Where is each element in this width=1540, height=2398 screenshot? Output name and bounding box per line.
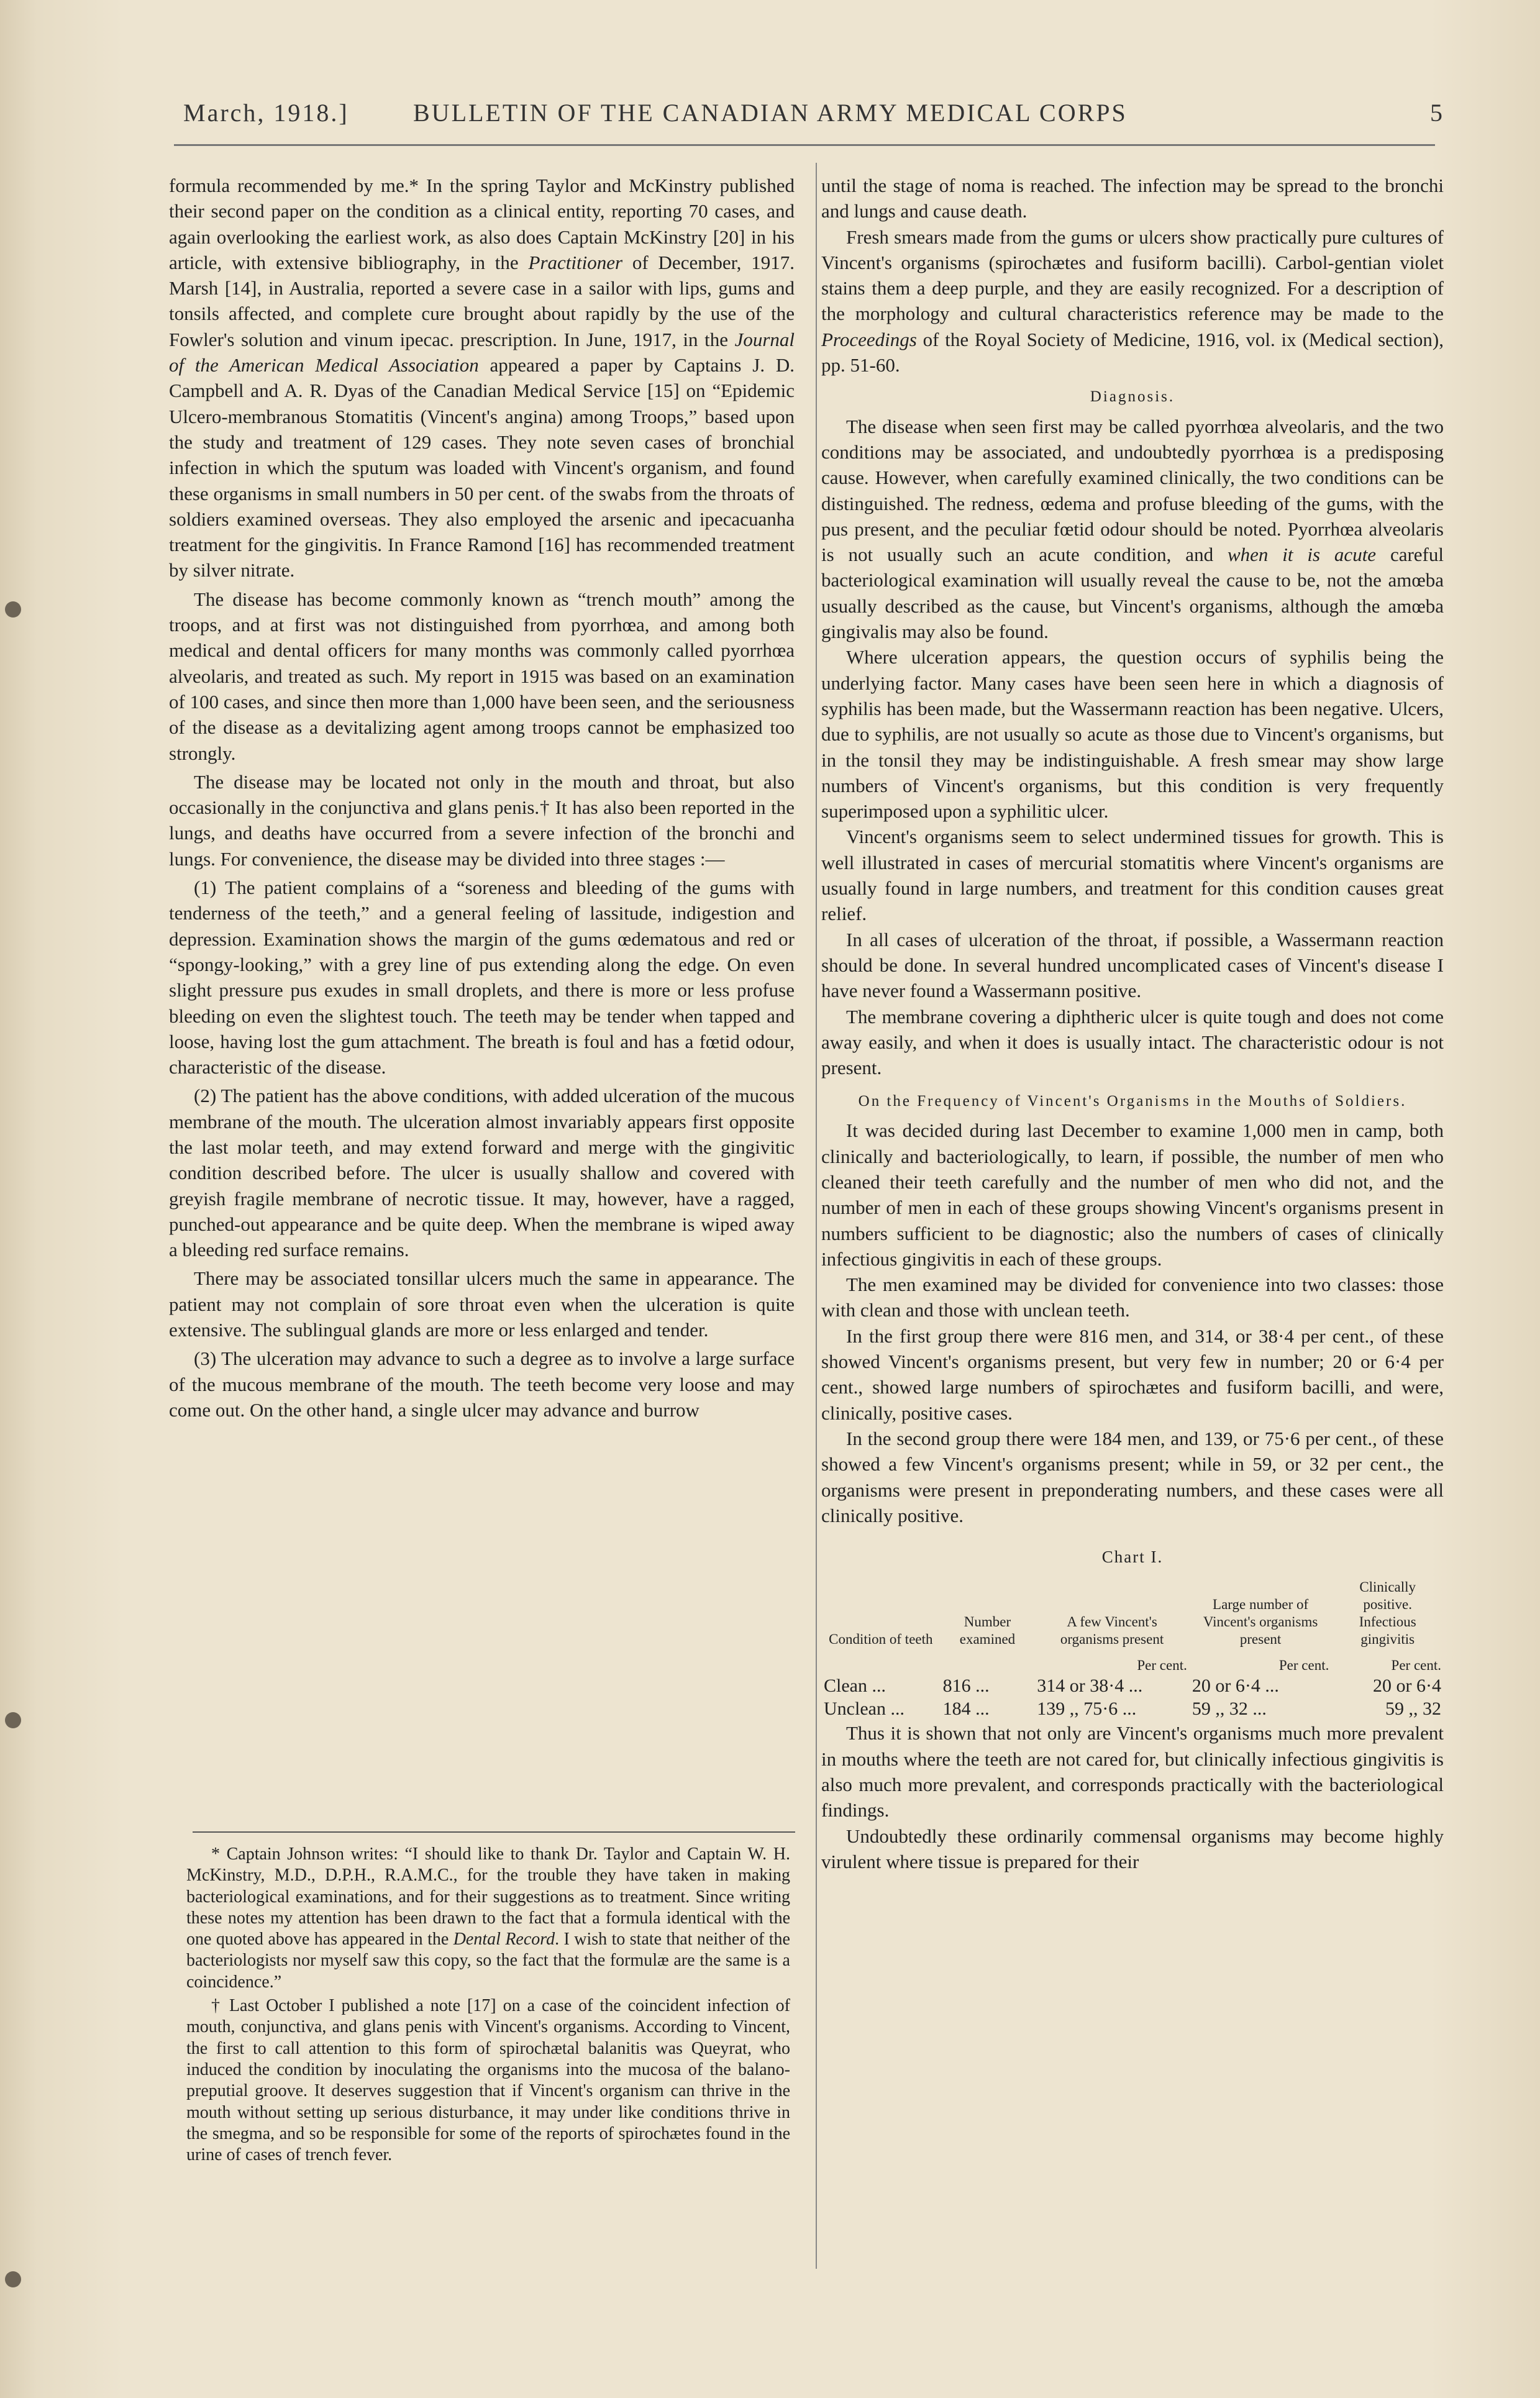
column-header: Clinically positive. Infectious gingivitis [1359,1579,1416,1648]
right-column [821,173,1444,1874]
text-run: * Captain Johnson writes: “I should like to thank Dr. Taylor and Captain W. H. McKinstry, M.D., D.P.H., R.A.M.C., for the trouble they have taken in making bacteriological examinations, and for their suggestions as to treatment. Since writing these notes my attention has been drawn to the fact that a formula identical with the one quoted above has appeared in the [186,1844,790,1949]
paragraph: Thus it is shown that not only are Vincent's organisms much more prevalent in mouths where the teeth are not cared for, but clinically infectious gingivitis is also much more prevalent, and corresponds practically with the bacteriological findings. [821,1722,1444,1821]
table-cell [1034,1697,1190,1720]
table-cell [1190,1674,1332,1697]
left-column [169,173,795,1423]
paragraph: There may be associated tonsillar ulcers much the same in appearance. The patient may not complain of sore throat even when the ulceration is quite extensive. The sublingual glands are more or less enlarged and tender. [169,1267,795,1341]
binding-hole [5,1712,21,1728]
table-cell [821,1674,941,1697]
paragraph: It was decided during last December to examine 1,000 men in camp, both clinically and bacteriologically, to learn, if possible, the number of men who cleaned their teeth carefully and the number of men who did not, and the number of men in each of these groups showing Vincent's organisms present in numbers sufficient to be diagnostic; also the numbers of cases of clinically infectious gingivitis in each of these groups. [821,1119,1444,1270]
issue-date: March, 1918.] [183,99,349,127]
column-header: Number examined [959,1614,1016,1648]
table-row [821,1674,1444,1697]
paragraph: In the first group there were 816 men, and 314, or 38·4 per cent., of these showed Vincent's organisms present, but very few in number; 20 or 6·4 per cent., showed large numbers of spirochætes and fusiform bacilli, and were, clinically, positive cases. [821,1324,1444,1424]
binding-hole [5,601,21,618]
leader-dots: ... [1265,1675,1279,1697]
unit-label: Per cent. [1391,1657,1441,1674]
binding-hole [5,2271,21,2287]
table-cell [1331,1674,1444,1697]
paragraph [169,173,795,583]
text-run: formula recommended by me.* In the spring Taylor and McKinstry published their second paper on the condition as a clinical entity, reporting 70 cases, and again overlooking the earliest work, as also does Captain McKinstry [20] in his article, with extensive bibliography, in the [169,175,795,273]
unit-label: Per cent. [1278,1657,1329,1674]
section-heading-frequency: On the Frequency of Vincent's Organisms in the Mouths of Soldiers. [858,1093,1407,1110]
text-run: appeared a paper by Captains J. D. Campbell and A. R. Dyas of the Canadian Medical Service [15] on “Epidemic Ulcero-membranous Stomatitis (Vincent's angina) among Troops,” based upon the study and treatment of 129 cases. They note seven cases of bronchial infection in which the sputum was loaded with Vincent's organism, and found these organisms in small numbers in 50 per cent. of the swabs from the throats of soldiers examined overseas. They also employed the arsenic and ipecacuanha treatment for the gingivitis. In France Ramond [16] has recommended treatment by silver nitrate. [169,354,795,581]
table-row [821,1697,1444,1720]
leader-dots: ... [1128,1675,1143,1697]
text-run: The disease when seen first may be called pyorrhœa alveolaris, and the two conditions may be associated, and undoubtedly pyorrhœa is a predisposing cause. However, when carefully examined clinically, the two conditions can be distinguished. The redness, œdema and profuse bleeding of the gums, with the pus present, and the peculiar fœtid odour should be noted. Pyorrhœa alveolaris is not usually such an acute condition, and [821,415,1444,566]
leader-dots: ... [1122,1698,1137,1720]
text-run: careful bacteriological examination will usually reveal the cause to be, not the amœba usually described as the cause, but Vincent's organisms, although the amœba gingivalis may also be found. [821,544,1444,643]
cell-text: 59 ,, [1385,1698,1418,1720]
paragraph: Undoubtedly these ordinarily commensal organisms may become highly virulent where tissue is prepared for their [821,1825,1444,1872]
footnotes [186,1844,790,2166]
page-number: 5 [1430,99,1444,127]
footnote-asterisk [186,1844,790,1993]
cell-text: Unclean [824,1698,886,1720]
paragraph-stage-1: (1) The patient complains of a “soreness and bleeding of the gums with tenderness of the teeth,” and a general feeling of lassitude, indigestion and depression. Examination shows the margin of the gums œdematous and red or “spongy-looking,” with a grey line of pus extending along the edge. On even slight pressure pus exudes in small droplets, and there is more or less profuse bleeding on even the slightest touch. The teeth may be tender when tapped and loose, having lost the gum attachment. The breath is foul and has a fœtid odour, characteristic of the disease. [169,877,795,1078]
cell-text: 6·4 [1416,1675,1441,1697]
table-cell [941,1697,1035,1720]
leader-dots: ... [872,1675,886,1697]
table-cell [1034,1674,1190,1697]
table-cell [821,1697,941,1720]
emphasis: when it is acute [1227,544,1377,566]
paragraph: The men examined may be divided for convenience into two classes: those with clean and those with unclean teeth. [821,1274,1444,1321]
paragraph: until the stage of noma is reached. The infection may be spread to the bronchi and lungs and cause death. [821,175,1444,222]
cell-text: 184 [942,1698,971,1720]
cell-text: Clean [824,1675,867,1697]
column-header: A few Vincent's organisms present [1060,1614,1164,1648]
text-run: . I wish to state that neither of the bacteriologists nor myself saw this copy, so the fact that the formulæ are the same is a coincidence.” [186,1930,790,1992]
column-rule [816,163,817,2269]
section-heading-diagnosis: Diagnosis. [1090,388,1175,406]
cell-text: 59 ,, [1191,1698,1225,1720]
paragraph: Where ulceration appears, the question occurs of syphilis being the underlying factor. Many cases have been seen here in which a diagnosis of syphilis has been made, but the Wassermann reaction has been negative. Ulcers, due to syphilis, are not usually so acute as those due to Vincent's organisms, but in the tonsil they may be indistinguishable. A fresh smear may show large numbers of Vincent's organisms, but this condition is very frequently superimposed upon a syphilitic ulcer. [821,646,1444,823]
paragraph: The disease may be located not only in the mouth and throat, but also occasionally in the conjunctiva and glans penis.† It has also been reported in the lungs, and deaths have occurred from a severe infection of the bronchi and lungs. For convenience, the disease may be divided into three stages :— [169,770,795,870]
cell-text: 32 [1229,1698,1248,1720]
journal-name: Practitioner [528,251,623,273]
footnote-rule [193,1831,795,1833]
header-rule [174,144,1435,146]
footnote-dagger: † Last October I published a note [17] on a case of the coincident infection of mouth, conjunctiva, and glans penis with Vincent's organisms. According to Vincent, the first to call attention to this form of spirochætal balanitis was Queyrat, who induced the condition by inoculating the organisms into the mucosa of the balano-preputial groove. It deserves suggestion that if Vincent's organism can thrive in the mouth without setting up serious disturbance, it may under like conditions thrive in the smegma, and so be responsible for some of the reports of spirochætes found in the urine of cases of trench fever. [186,1996,790,2165]
cell-text: 20 or [1191,1675,1231,1697]
cell-text: 20 or [1373,1675,1412,1697]
column-header: Condition of teeth [829,1631,933,1648]
cell-text: 6·4 [1235,1675,1260,1697]
column-header: Large number of Vincent's organisms present [1203,1597,1318,1648]
paragraph: Vincent's organisms seem to select undermined tissues for growth. This is well illustrated in cases of mercurial stomatitis where Vincent's organisms are usually found in large numbers, and treatment for this condition causes great relief. [821,826,1444,925]
leader-dots: ... [975,1675,990,1697]
paragraph: The disease has become commonly known as “trench mouth” among the troops, and at first was not distinguished from pyorrhœa, and among both medical and dental officers for many months was commonly called pyorrhœa alveolaris, and treated as such. My report in 1915 was based on an examination of 100 cases, and since then more than 1,000 have been seen, and the seriousness of the disease as a devitalizing agent among troops cannot be emphasized too strongly. [169,588,795,764]
journal-title: BULLETIN OF THE CANADIAN ARMY MEDICAL CORPS [413,99,1128,127]
cell-text: 816 [942,1675,971,1697]
chart-title: Chart I. [1101,1548,1164,1567]
paragraph: In all cases of ulceration of the throat, if possible, a Wassermann reaction should be done. In several hundred uncomplicated cases of Vincent's disease I have never found a Wassermann positive. [821,928,1444,1002]
paragraph-stage-3: (3) The ulceration may advance to such a degree as to involve a large surface of the mucous membrane of the mouth. The teeth become very loose and may come out. On the other hand, a single ulcer may advance and burrow [169,1347,795,1421]
journal-name: Dental Record [453,1930,555,1949]
units-row [821,1656,1444,1674]
paragraph [821,224,1444,378]
table-cell [1331,1697,1444,1720]
table-header-row [821,1579,1444,1656]
unit-label [941,1656,1035,1674]
cell-text: 139 ,, 75·6 [1037,1698,1118,1720]
leader-dots: ... [975,1698,990,1720]
journal-name: Proceedings [821,328,917,350]
chart-table [821,1579,1444,1720]
unit-label: Per cent. [1137,1657,1187,1674]
cell-text: 314 or 38·4 [1037,1675,1124,1697]
table-cell [1190,1697,1332,1720]
paragraph: In the second group there were 184 men, and 139, or 75·6 per cent., of these showed a few Vincent's organisms present; while in 59, or 32 per cent., the organisms were present in preponderating numbers, and these cases were all clinically positive. [821,1427,1444,1526]
paragraph-stage-2: (2) The patient has the above conditions, with added ulceration of the mucous membrane of the mouth. The ulceration almost invariably appears first opposite the last molar teeth, and may extend forward and merge with the gingivitic condition described before. The ulcer is usually shallow and covered with greyish fragile membrane of necrotic tissue. It may, however, have a ragged, punched-out appearance and be quite deep. When the membrane is wiped away a bleeding red surface remains. [169,1085,795,1261]
text-run: of December, 1917. Marsh [14], in Australia, reported a severe case in a sailor with lips, gums and tonsils affected, and complete cure brought about rapidly by the use of the Fowler's solution and vinum ipecac. prescription. In June, 1917, in the [169,251,795,350]
cell-text: 32 [1423,1698,1441,1720]
paragraph: The membrane covering a diphtheric ulcer is quite tough and does not come away easily, and when it does is usually intact. The characteristic odour is not present. [821,1005,1444,1079]
running-header [183,98,1444,135]
leader-dots: ... [890,1698,904,1720]
table-cell [941,1674,1035,1697]
leader-dots: ... [1252,1698,1267,1720]
paragraph [821,414,1444,645]
text-run: of the Royal Society of Medicine, 1916, vol. ix (Medical section), pp. 51-60. [821,328,1444,376]
text-run: Fresh smears made from the gums or ulcers show practically pure cultures of Vincent's organisms (spirochætes and fusiform bacilli). Carbol-gentian violet stains them a deep purple, and they are easily recognized. For a description of the morphology and cultural characteristics reference may be made to the [821,226,1444,325]
unit-label [821,1656,941,1674]
journal-name: Journal of the American Medical Association [169,328,795,376]
